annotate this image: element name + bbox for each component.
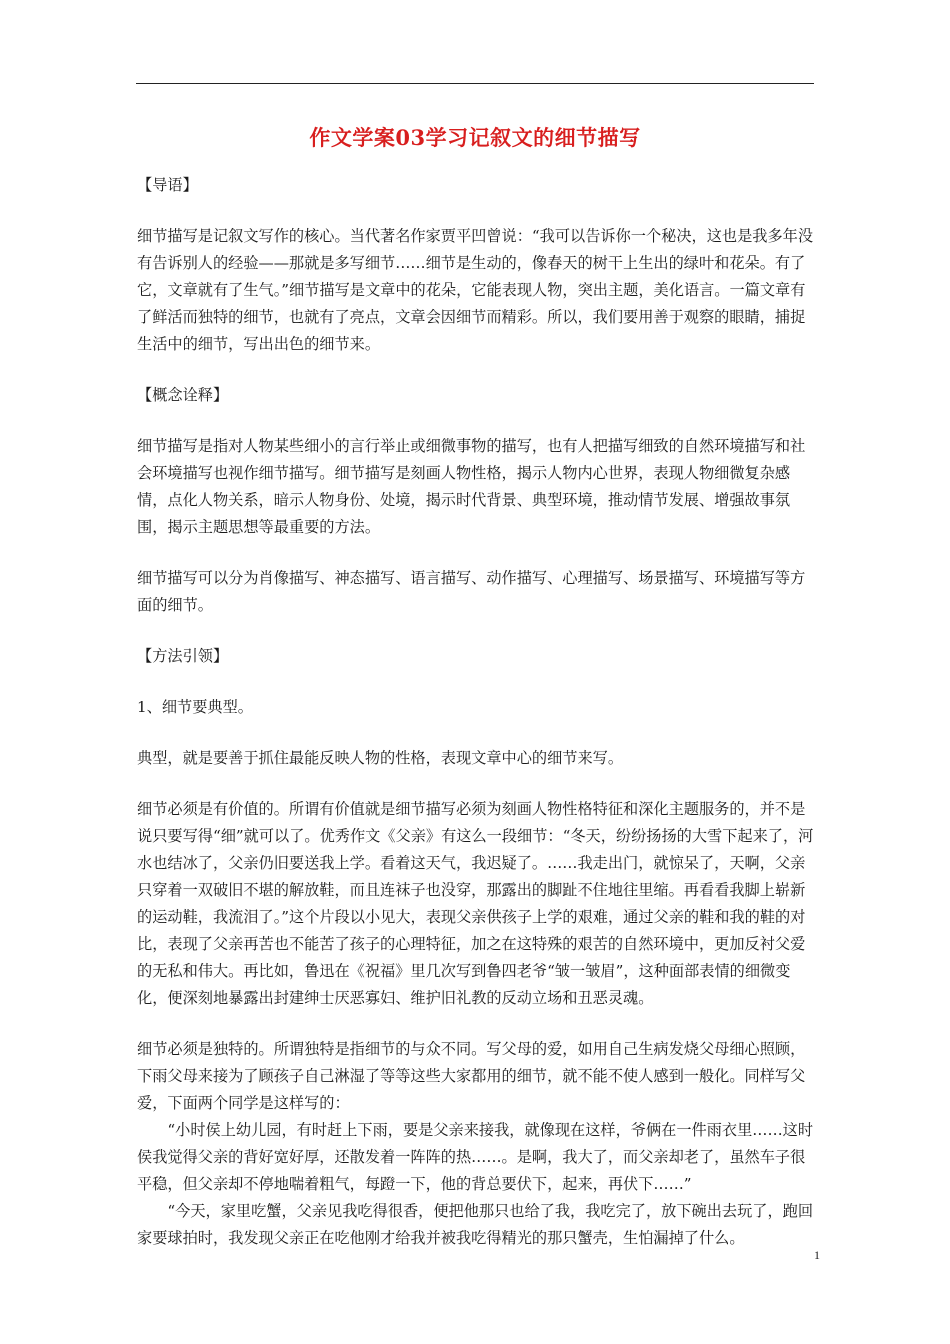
document-body: [137, 172, 815, 1252]
quote-paragraph-2: “今天，家里吃蟹，父亲见我吃得很香，便把他那只也给了我，我吃完了，放下碗出去玩了，跑回家要球拍时，我发现父亲正在吃他刚才给我并被我吃得精光的那只蟹壳，生怕漏掉了什么。: [137, 1202, 814, 1247]
method-point-1-definition: 典型，就是要善于抓住最能反映人物的性格，表现文章中心的细节来写。: [137, 749, 623, 767]
concept-paragraph-2: 细节描写可以分为肖像描写、神态描写、语言描写、动作描写、心理描写、场景描写、环境描写等方面的细节。: [137, 569, 806, 614]
header-rule: [136, 83, 814, 84]
concept-heading: 【概念诠释】: [137, 386, 229, 404]
method-point-1: 1、细节要典型。: [137, 698, 253, 716]
concept-paragraph-1: 细节描写是指对人物某些细小的言行举止或细微事物的描写，也有人把描写细致的自然环境描写和社会环境描写也视作细节描写。细节描写是刻画人物性格，揭示人物内心世界，表现人物细微复杂感情，点化人物关系，暗示人物身份、处境，揭示时代背景、典型环境，推动情节发展、增强故事氛围，揭示主题思想等最重要的方法。: [137, 437, 806, 536]
valuable-paragraph: 细节必须是有价值的。所谓有价值就是细节描写必须为刻画人物性格特征和深化主题服务的，并不是说只要写得“细”就可以了。优秀作文《父亲》有这么一段细节：“冬天，纷纷扬扬的大雪下起来了，河水也结冰了，父亲仍旧要送我上学。看着这天气，我迟疑了。……我走出门，就惊呆了，天啊，父亲只穿着一双破旧不堪的解放鞋，而且连袜子也没穿，那露出的脚趾不住地往里缩。再看看我脚上崭新的运动鞋，我流泪了。”这个片段以小见大，表现父亲供孩子上学的艰难，通过父亲的鞋和我的鞋的对比，表现了父亲再苦也不能苦了孩子的心理特征，加之在这特殊的艰苦的自然环境中，更加反衬父爱的无私和伟大。再比如，鲁迅在《祝福》里几次写到鲁四老爷“皱一皱眉”，这种面部表情的细微变化，便深刻地暴露出封建绅士厌恶寡妇、维护旧礼教的反动立场和丑恶灵魂。: [137, 800, 814, 1007]
intro-heading: 【导语】: [137, 176, 198, 194]
method-heading: 【方法引领】: [137, 647, 229, 665]
quote-paragraph-1: “小时侯上幼儿园，有时赶上下雨，要是父亲来接我，就像现在这样，爷俩在一件雨衣里……这时侯我觉得父亲的背好宽好厚，还散发着一阵阵的热……。是啊，我大了，而父亲却老了，虽然车子很平稳，但父亲却不停地喘着粗气，每蹬一下，他的背总要伏下，起来，再伏下……”: [137, 1121, 814, 1193]
unique-paragraph: 细节必须是独特的。所谓独特是指细节的与众不同。写父母的爱，如用自己生病发烧父母细心照顾，下雨父母来接为了顾孩子自己淋湿了等等这些大家都用的细节，就不能不使人感到一般化。同样写父爱，下面两个同学是这样写的：: [137, 1040, 806, 1112]
page-number: 1: [814, 1248, 820, 1262]
document-title: 作文学案03学习记叙文的细节描写: [309, 125, 641, 150]
intro-paragraph: 细节描写是记叙文写作的核心。当代著名作家贾平凹曾说：“我可以告诉你一个秘决，这也是我多年没有告诉别人的经验——那就是多写细节……细节是生动的，像春天的树干上生出的绿叶和花朵。有了它，文章就有了生气。”细节描写是文章中的花朵，它能表现人物，突出主题，美化语言。一篇文章有了鲜活而独特的细节，也就有了亮点，文章会因细节而精彩。所以，我们要用善于观察的眼睛，捕捉生活中的细节，写出出色的细节来。: [137, 227, 814, 353]
